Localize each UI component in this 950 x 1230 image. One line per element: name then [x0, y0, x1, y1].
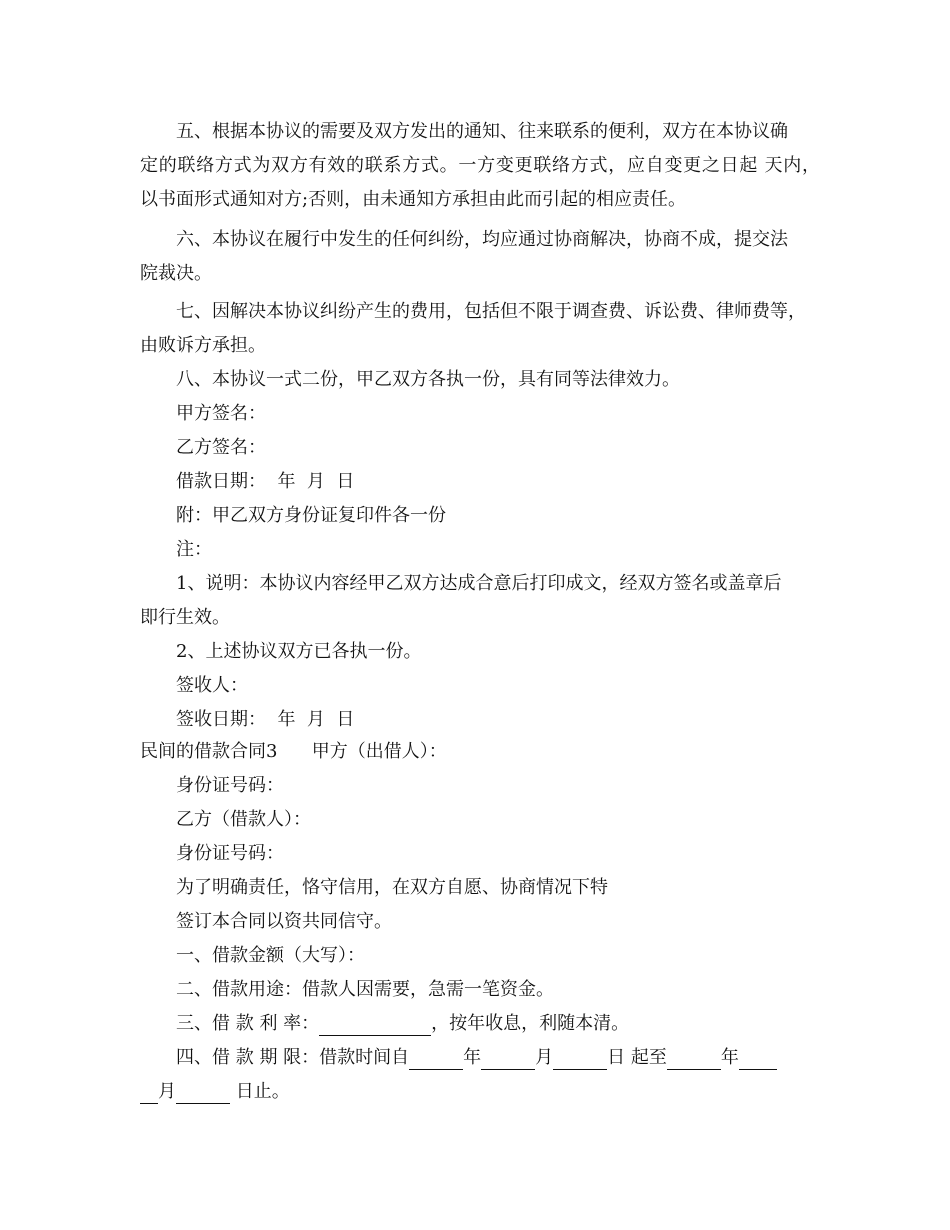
party-a-signature-label: 甲方签名：: [176, 403, 266, 424]
start-year-blank: [409, 1051, 463, 1070]
day-to-text: 日 起至: [607, 1047, 667, 1068]
clause-4-term-line-2: [140, 1080, 290, 1104]
note-2: 2、上述协议双方已各执一份。: [176, 641, 422, 662]
party-b-label: 乙方（借款人）：: [176, 809, 311, 830]
notes-heading: 注：: [176, 539, 212, 560]
contract-3-title-line: 民间的借款合同3 甲方（出借人）：: [140, 741, 447, 762]
clause-3-label: 三、借 款 利 率：: [176, 1013, 320, 1034]
note-1-line-1: 1、说明：本协议内容经甲乙双方达成合意后打印成文，经双方签名或盖章后: [176, 573, 782, 594]
month-text: 月: [535, 1047, 554, 1068]
year-text: 年: [463, 1047, 482, 1068]
clause-2-purpose: 二、借款用途：借款人因需要，急需一笔资金。: [176, 979, 554, 1000]
preamble-line-2: 签订本合同以资共同信守。: [176, 911, 392, 932]
attachment-note: 附：甲乙双方身份证复印件各一份: [176, 505, 446, 526]
paragraph-7-line-2: 由败诉方承担。: [140, 335, 266, 356]
clause-3-tail: ，按年收息，利随本清。: [431, 1013, 630, 1034]
paragraph-5-line-3: 以书面形式通知对方;否则，由未通知方承担由此而引起的相应责任。: [140, 189, 687, 210]
receipt-date-label: 签收日期： 年 月 日: [176, 709, 355, 730]
party-b-id-label: 身份证号码：: [176, 843, 284, 864]
paragraph-5-line-1: 五、根据本协议的需要及双方发出的通知、往来联系的便利，双方在本协议确: [176, 121, 788, 142]
paragraph-6-line-2: 院裁决。: [140, 263, 212, 284]
end-day-blank: [176, 1085, 230, 1104]
loan-date-label: 借款日期： 年 月 日: [176, 471, 355, 492]
clause-4-label: 四、借 款 期 限：借款时间自: [176, 1047, 410, 1068]
paragraph-8: 八、本协议一式二份，甲乙双方各执一份，具有同等法律效力。: [176, 369, 680, 390]
clause-4-term-line-1: [176, 1046, 777, 1070]
end-month-blank-part-2: [140, 1085, 158, 1104]
end-year-blank: [667, 1051, 721, 1070]
clause-1-amount: 一、借款金额（大写）：: [176, 945, 365, 966]
end-month-blank-part-1: [739, 1051, 777, 1070]
clause-3-interest: [176, 1012, 629, 1036]
year-text-2: 年: [720, 1047, 739, 1068]
party-b-signature-label: 乙方签名：: [176, 437, 266, 458]
preamble-line-1: 为了明确责任，恪守信用，在双方自愿、协商情况下特: [176, 877, 608, 898]
paragraph-5-line-2: 定的联络方式为双方有效的联系方式。一方变更联络方式，应自变更之日起 天内，: [140, 155, 820, 176]
end-text: 日止。: [230, 1081, 290, 1102]
paragraph-7-line-1: 七、因解决本协议纠纷产生的费用，包括但不限于调查费、诉讼费、律师费等，: [176, 301, 806, 322]
receiver-label: 签收人：: [176, 675, 248, 696]
month-text-2: 月: [158, 1081, 176, 1102]
start-month-blank: [481, 1051, 535, 1070]
paragraph-6-line-1: 六、本协议在履行中发生的任何纠纷，均应通过协商解决，协商不成，提交法: [176, 229, 788, 250]
note-1-line-2: 即行生效。: [140, 607, 230, 628]
interest-rate-blank: [319, 1017, 431, 1036]
party-a-id-label: 身份证号码：: [176, 775, 284, 796]
start-day-blank: [553, 1051, 607, 1070]
